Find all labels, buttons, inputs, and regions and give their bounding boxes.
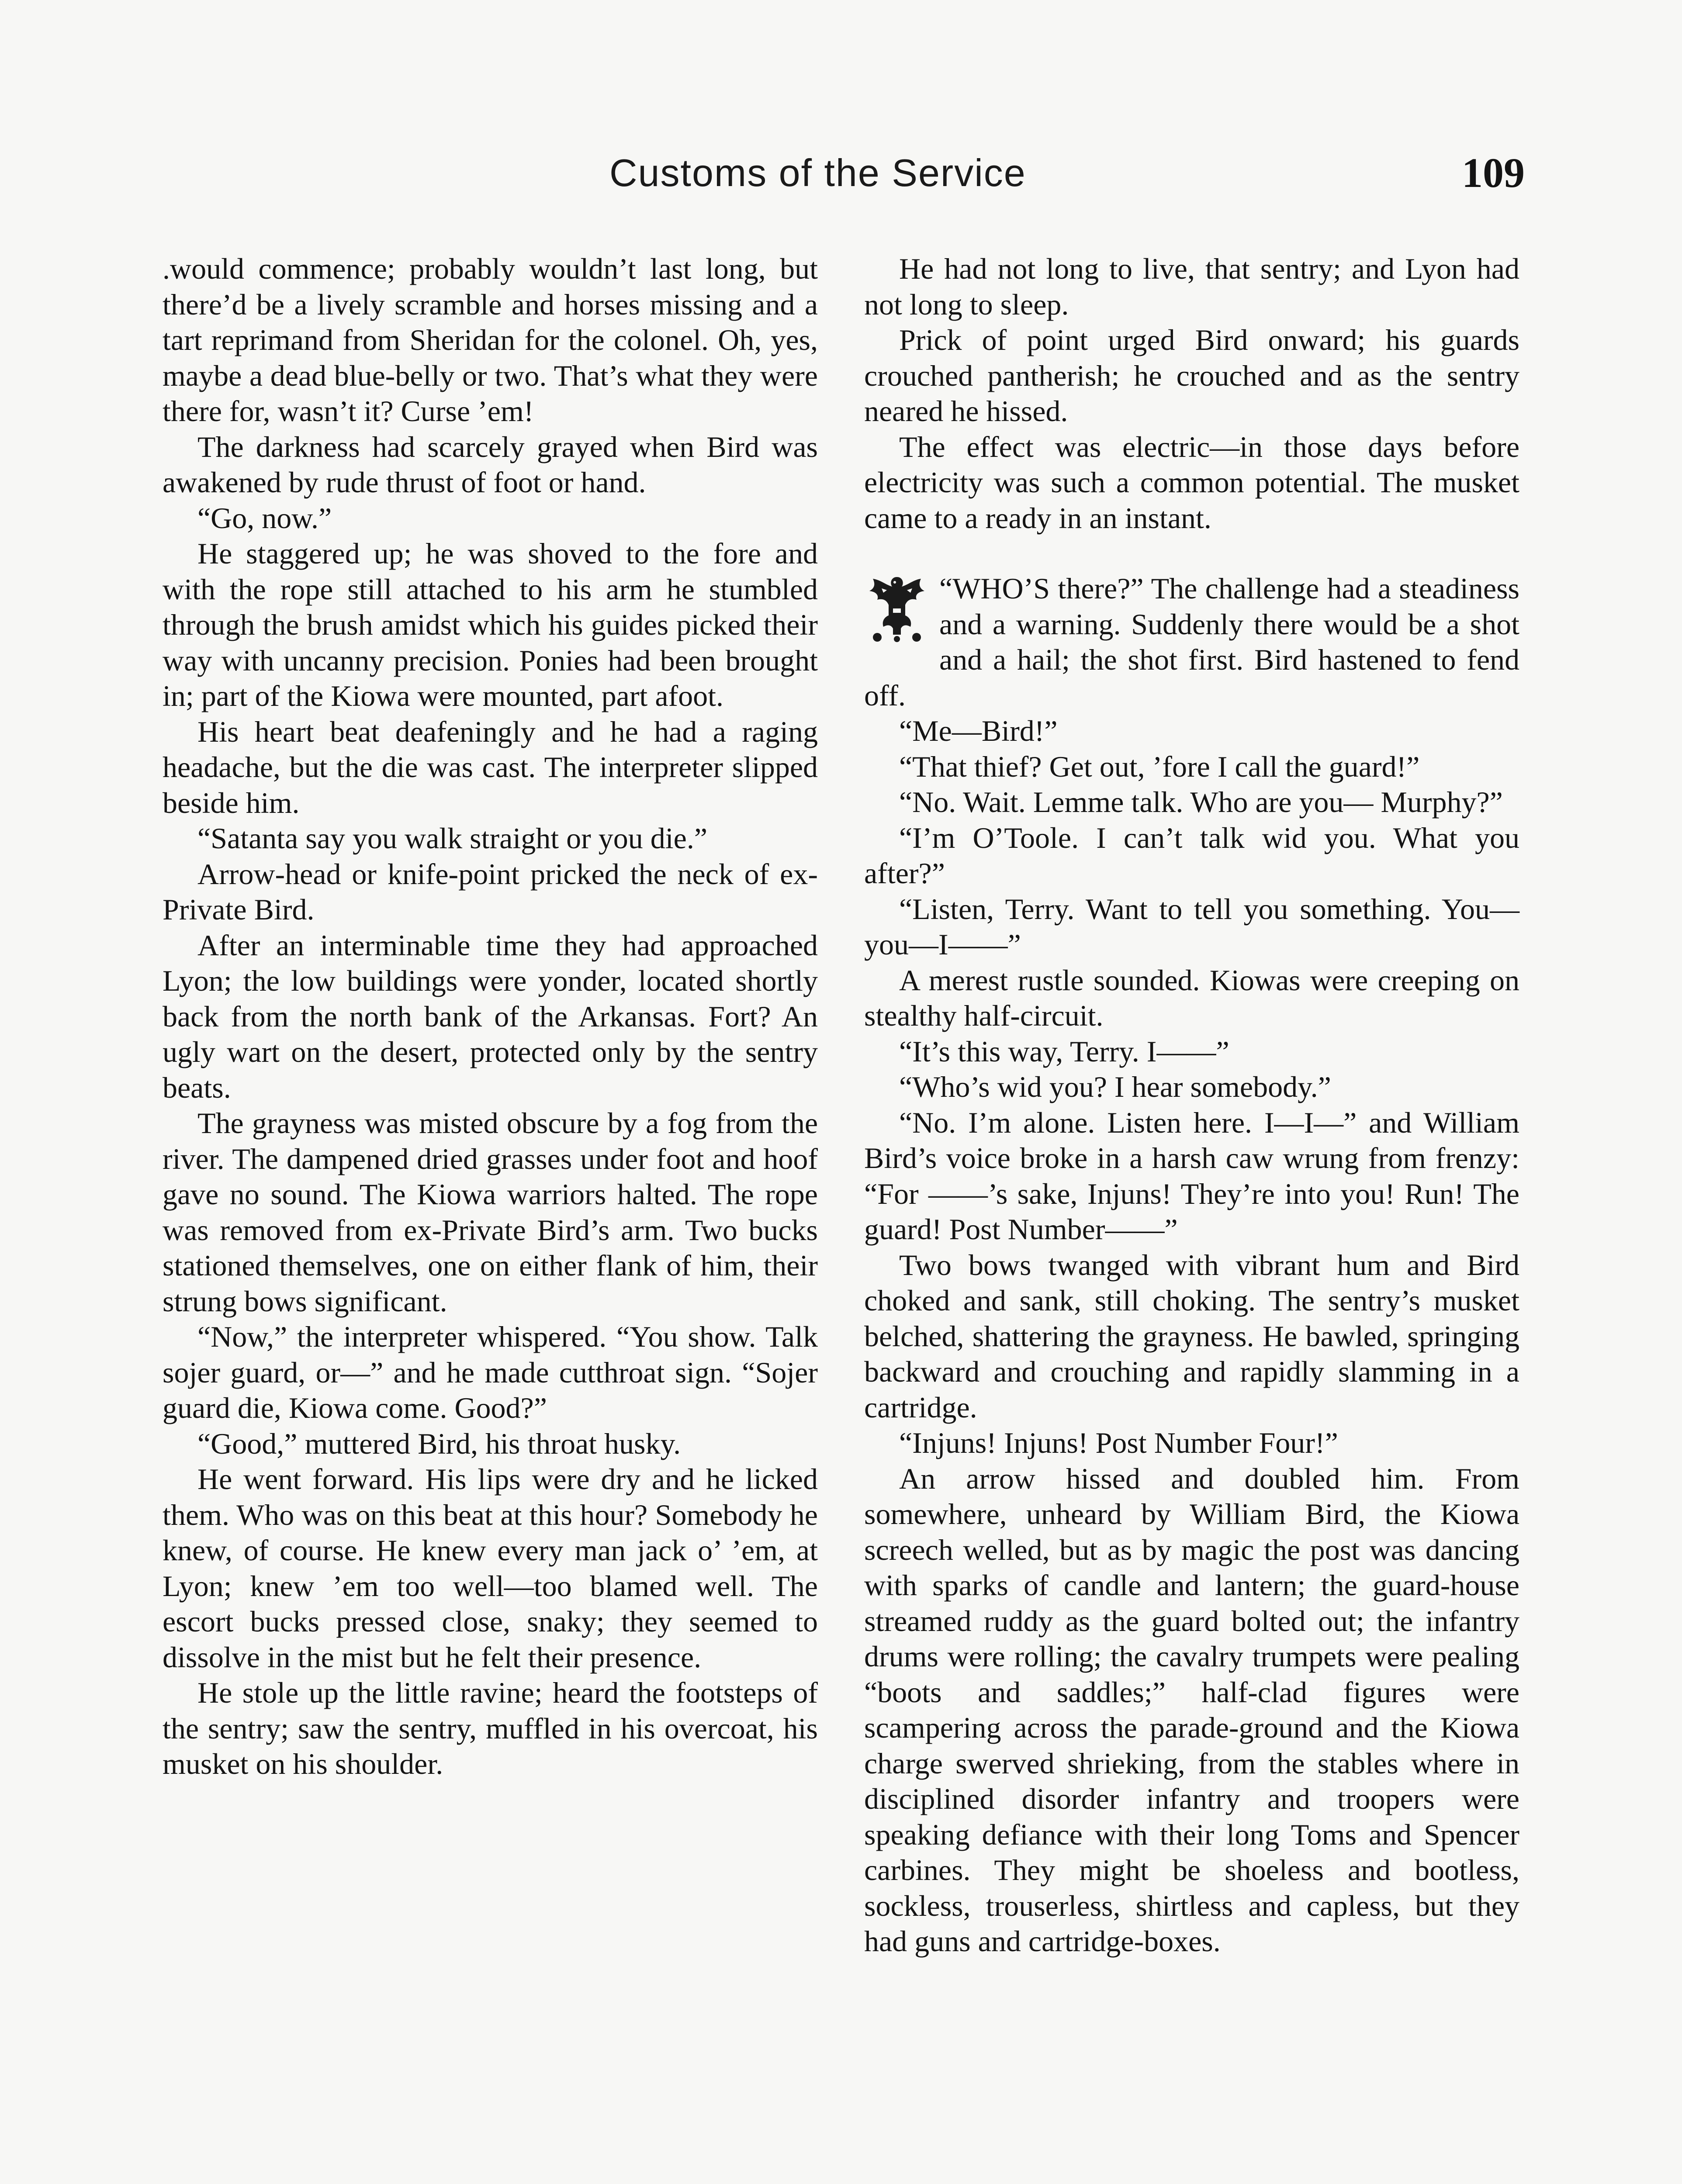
paragraph: “I’m O’Toole. I can’t talk wid you. What you after?” xyxy=(864,821,1519,890)
paragraph: “Me—Bird!” xyxy=(899,714,1058,747)
paragraph: He went forward. His lips were dry and he licked them. Who was on this beat at this hour? Somebody he knew, of course. He knew every man jack o’ ’em, at Lyon; knew ’em too well—too blamed well. The escort bucks pressed close, snaky; they seemed to dissolve in the mist but he felt their presence. xyxy=(163,1462,818,1674)
paragraph: “Now,” the interpreter whispered. “You show. Talk sojer guard, or—” and he made cutthroat sign. “Sojer guard die, Kiowa come. Good?” xyxy=(163,1320,818,1424)
paragraph: “It’s this way, Terry. I——” xyxy=(899,1034,1229,1068)
paragraph: After an interminable time they had approached Lyon; the low buildings were yonder, located shortly back from the north bank of the Arkansas. Fort? An ugly wart on the desert, protected only by the sentry beats. xyxy=(163,928,818,1104)
ornamented-paragraph xyxy=(864,571,1519,713)
left-column xyxy=(163,251,818,1782)
right-column xyxy=(864,251,1519,1959)
paragraph: A merest rustle sounded. Kiowas were creeping on stealthy half-circuit. xyxy=(864,963,1519,1032)
paragraph: Arrow-head or knife-point pricked the neck of ex-Private Bird. xyxy=(163,857,818,926)
paragraph: “No. I’m alone. Listen here. I—I—” and William Bird’s voice broke in a harsh caw wrung from frenzy: “For ——’s sake, Injuns! They’re into you! Run! The guard! Post Number——” xyxy=(864,1106,1519,1246)
paragraph: An arrow hissed and doubled him. From somewhere, unheard by William Bird, the Kiowa screech welled, but as by magic the post was dancing with sparks of candle and lantern; the guard-house streamed ruddy as the guard bolted out; the infantry drums were rolling; the cavalry trumpets were pealing “boots and saddles;” half-clad figures were scampering across the parade-ground and the Kiowa charge swerved shrieking, from the stables where in disciplined disorder infantry and troopers were speaking defiance with their long Toms and Spencer carbines. They might be shoeless and bootless, sockless, trouserless, shirtless and capless, but they had guns and cartridge-boxes. xyxy=(864,1462,1519,1958)
page-number: 109 xyxy=(1462,149,1525,196)
paragraph: “No. Wait. Lemme talk. Who are you— Murphy?” xyxy=(899,785,1503,819)
paragraph: He staggered up; he was shoved to the fore and with the rope still attached to his arm he stumbled through the brush amidst which his guides picked their way with uncanny precision. Ponies had been brought in; part of the Kiowa were mounted, part afoot. xyxy=(163,537,818,712)
paragraph: “Go, now.” xyxy=(197,501,332,535)
section-break xyxy=(864,536,1519,571)
paragraph: Prick of point urged Bird onward; his guards crouched pantherish; he crouched and as the sentry neared he hissed. xyxy=(864,323,1519,428)
paragraph: His heart beat deafeningly and he had a raging headache, but the die was cast. The interpreter slipped beside him. xyxy=(163,715,818,819)
dropcap-paragraph: “WHO’S there?” The challenge had a steadiness and a warning. Suddenly there would be a shot and a hail; the shot first. Bird hastened to fend off. xyxy=(864,572,1519,712)
paragraph: “Who’s wid you? I hear somebody.” xyxy=(899,1070,1331,1103)
page-header xyxy=(0,0,1682,227)
paragraph: The darkness had scarcely grayed when Bird was awakened by rude thrust of foot or hand. xyxy=(163,430,818,499)
paragraph: He stole up the little ravine; heard the footsteps of the sentry; saw the sentry, muffled in his overcoat, his musket on his shoulder. xyxy=(163,1676,818,1780)
paragraph: “Listen, Terry. Want to tell you something. You—you—I——” xyxy=(864,892,1519,961)
paragraph: The effect was electric—in those days before electricity was such a common potential. The musket came to a ready in an instant. xyxy=(864,430,1519,535)
paragraph: “Satanta say you walk straight or you die.” xyxy=(197,822,708,855)
paragraph: The grayness was misted obscure by a fog from the river. The dampened dried grasses under foot and hoof gave no sound. The Kiowa warriors halted. The rope was removed from ex-Private Bird’s arm. Two bucks stationed themselves, one on either flank of him, their strung bows significant. xyxy=(163,1106,818,1318)
eagle-ornament-icon xyxy=(864,574,930,643)
paragraph: Two bows twanged with vibrant hum and Bird choked and sank, still choking. The sentry’s musket belched, shattering the grayness. He bawled, springing backward and crouching and rapidly slamming in a cartridge. xyxy=(864,1248,1519,1424)
paragraph: “That thief? Get out, ’fore I call the guard!” xyxy=(899,750,1420,783)
paragraph: He had not long to live, that sentry; and Lyon had not long to sleep. xyxy=(864,252,1519,321)
paragraph: “Good,” muttered Bird, his throat husky. xyxy=(197,1427,681,1460)
paragraph: “Injuns! Injuns! Post Number Four!” xyxy=(899,1426,1338,1459)
running-title: Customs of the Service xyxy=(609,151,1026,194)
paragraph: .would commence; probably wouldn’t last long, but there’d be a lively scramble and horses missing and a tart reprimand from Sheridan for the colonel. Oh, yes, maybe a dead blue-belly or two. That’s what they were there for, wasn’t it? Curse ’em! xyxy=(163,252,818,428)
